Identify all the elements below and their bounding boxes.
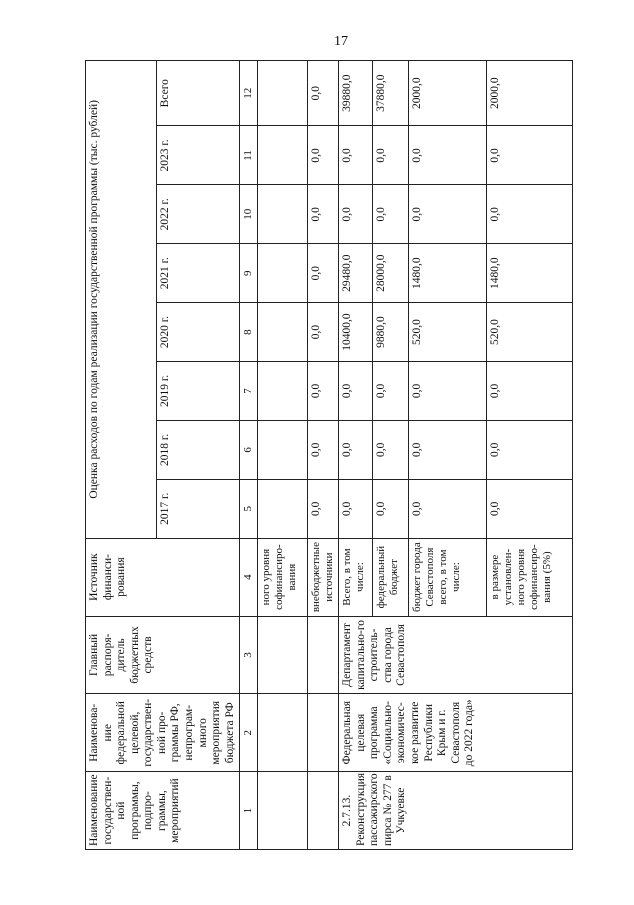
column-number: 2 bbox=[240, 694, 258, 772]
value-cell: 37880,0 bbox=[373, 61, 409, 126]
value-cell: 10400,0 bbox=[339, 303, 373, 362]
header-expense-estimate: Оценка расходов по годам реализации государственной программы (тыс. рублей) bbox=[86, 61, 157, 539]
column-number: 9 bbox=[240, 244, 258, 303]
value-cell: 520,0 bbox=[409, 303, 487, 362]
value-cell: 2000,0 bbox=[409, 61, 487, 126]
header-federal-program: Наименова-ние федеральной целевой, государствен-ной про-граммы РФ, непрограм-много мероприятия бюджета РФ bbox=[86, 694, 240, 772]
table-row bbox=[258, 61, 308, 850]
header-year: 2020 г. bbox=[156, 303, 239, 362]
empty-cell bbox=[258, 420, 308, 479]
table-row bbox=[339, 61, 373, 850]
rotated-table-wrapper bbox=[85, 60, 571, 850]
value-cell: 0,0 bbox=[339, 420, 373, 479]
empty-cell bbox=[258, 61, 308, 126]
budget-table bbox=[85, 60, 573, 850]
value-cell: 0,0 bbox=[308, 362, 339, 421]
funding-source-cell: бюджет города Севастополя всего, в том числе: bbox=[409, 538, 487, 616]
table-row bbox=[308, 61, 339, 850]
column-number: 5 bbox=[240, 479, 258, 538]
value-cell: 0,0 bbox=[487, 185, 573, 244]
column-number: 4 bbox=[240, 538, 258, 616]
column-number: 10 bbox=[240, 185, 258, 244]
value-cell: 2000,0 bbox=[487, 61, 573, 126]
value-cell: 9880,0 bbox=[373, 303, 409, 362]
value-cell: 0,0 bbox=[409, 362, 487, 421]
value-cell: 29480,0 bbox=[339, 244, 373, 303]
header-year: 2022 г. bbox=[156, 185, 239, 244]
budget-manager-cell: Департамент капитально-го строитель-ства города Севастополя bbox=[339, 616, 573, 694]
empty-cell bbox=[258, 244, 308, 303]
value-cell: 1480,0 bbox=[409, 244, 487, 303]
value-cell: 0,0 bbox=[487, 479, 573, 538]
column-number: 7 bbox=[240, 362, 258, 421]
funding-source-cell: в размере установлен-ного уровня софинансиро-вания (5%) bbox=[487, 538, 573, 616]
value-cell: 0,0 bbox=[308, 420, 339, 479]
value-cell: 0,0 bbox=[339, 362, 373, 421]
column-number: 8 bbox=[240, 303, 258, 362]
value-cell: 0,0 bbox=[409, 126, 487, 185]
value-cell: 0,0 bbox=[308, 244, 339, 303]
value-cell: 0,0 bbox=[487, 126, 573, 185]
value-cell: 0,0 bbox=[409, 479, 487, 538]
empty-cell bbox=[258, 772, 308, 850]
value-cell: 0,0 bbox=[373, 126, 409, 185]
column-number: 11 bbox=[240, 126, 258, 185]
empty-cell bbox=[258, 694, 308, 772]
federal-program-cell: Федеральная целевая программа «Социально-экономичес-кое развитие Республики Крым и г. Севастополя до 2022 года» bbox=[339, 694, 573, 772]
value-cell: 0,0 bbox=[409, 185, 487, 244]
value-cell: 0,0 bbox=[339, 479, 373, 538]
value-cell: 0,0 bbox=[339, 126, 373, 185]
header-year: 2018 г. bbox=[156, 420, 239, 479]
funding-source-cell: федеральный бюджет bbox=[373, 538, 409, 616]
header-funding-source: Источник финанси-рования bbox=[86, 538, 240, 616]
empty-cell bbox=[308, 694, 339, 772]
value-cell: 520,0 bbox=[487, 303, 573, 362]
value-cell: 0,0 bbox=[373, 420, 409, 479]
value-cell: 0,0 bbox=[373, 185, 409, 244]
header-year: 2023 г. bbox=[156, 126, 239, 185]
header-program-name: Наименование государствен-ной программы, подпро-граммы, мероприятий bbox=[86, 772, 240, 850]
empty-cell bbox=[258, 616, 308, 694]
activity-name-cell: 2.7.13. Реконструкция пассажирского пирса № 277 в Учкуевке bbox=[339, 772, 573, 850]
value-cell: 0,0 bbox=[308, 479, 339, 538]
value-cell: 0,0 bbox=[339, 185, 373, 244]
empty-cell bbox=[258, 479, 308, 538]
column-number: 1 bbox=[240, 772, 258, 850]
value-cell: 0,0 bbox=[308, 303, 339, 362]
header-total: Всего bbox=[156, 61, 239, 126]
value-cell: 39880,0 bbox=[339, 61, 373, 126]
value-cell: 0,0 bbox=[487, 362, 573, 421]
funding-source-cell: Всего, в том числе: bbox=[339, 538, 373, 616]
funding-source-cell: внебюджетные источники bbox=[308, 538, 339, 616]
empty-cell bbox=[258, 362, 308, 421]
page-number: 17 bbox=[334, 34, 348, 49]
value-cell: 0,0 bbox=[373, 362, 409, 421]
value-cell: 0,0 bbox=[373, 479, 409, 538]
header-year: 2021 г. bbox=[156, 244, 239, 303]
header-year: 2019 г. bbox=[156, 362, 239, 421]
empty-cell bbox=[308, 616, 339, 694]
header-year: 2017 г. bbox=[156, 479, 239, 538]
funding-source-cell: ного уровня софинансиро-вания bbox=[258, 538, 308, 616]
value-cell: 0,0 bbox=[308, 185, 339, 244]
header-budget-manager: Главный распоря-дитель бюджетных средств bbox=[86, 616, 240, 694]
value-cell: 0,0 bbox=[409, 420, 487, 479]
column-number: 3 bbox=[240, 616, 258, 694]
value-cell: 0,0 bbox=[308, 126, 339, 185]
column-number: 12 bbox=[240, 61, 258, 126]
empty-cell bbox=[258, 303, 308, 362]
empty-cell bbox=[258, 185, 308, 244]
empty-cell bbox=[258, 126, 308, 185]
empty-cell bbox=[308, 772, 339, 850]
value-cell: 28000,0 bbox=[373, 244, 409, 303]
column-number: 6 bbox=[240, 420, 258, 479]
value-cell: 0,0 bbox=[308, 61, 339, 126]
value-cell: 0,0 bbox=[487, 420, 573, 479]
value-cell: 1480,0 bbox=[487, 244, 573, 303]
